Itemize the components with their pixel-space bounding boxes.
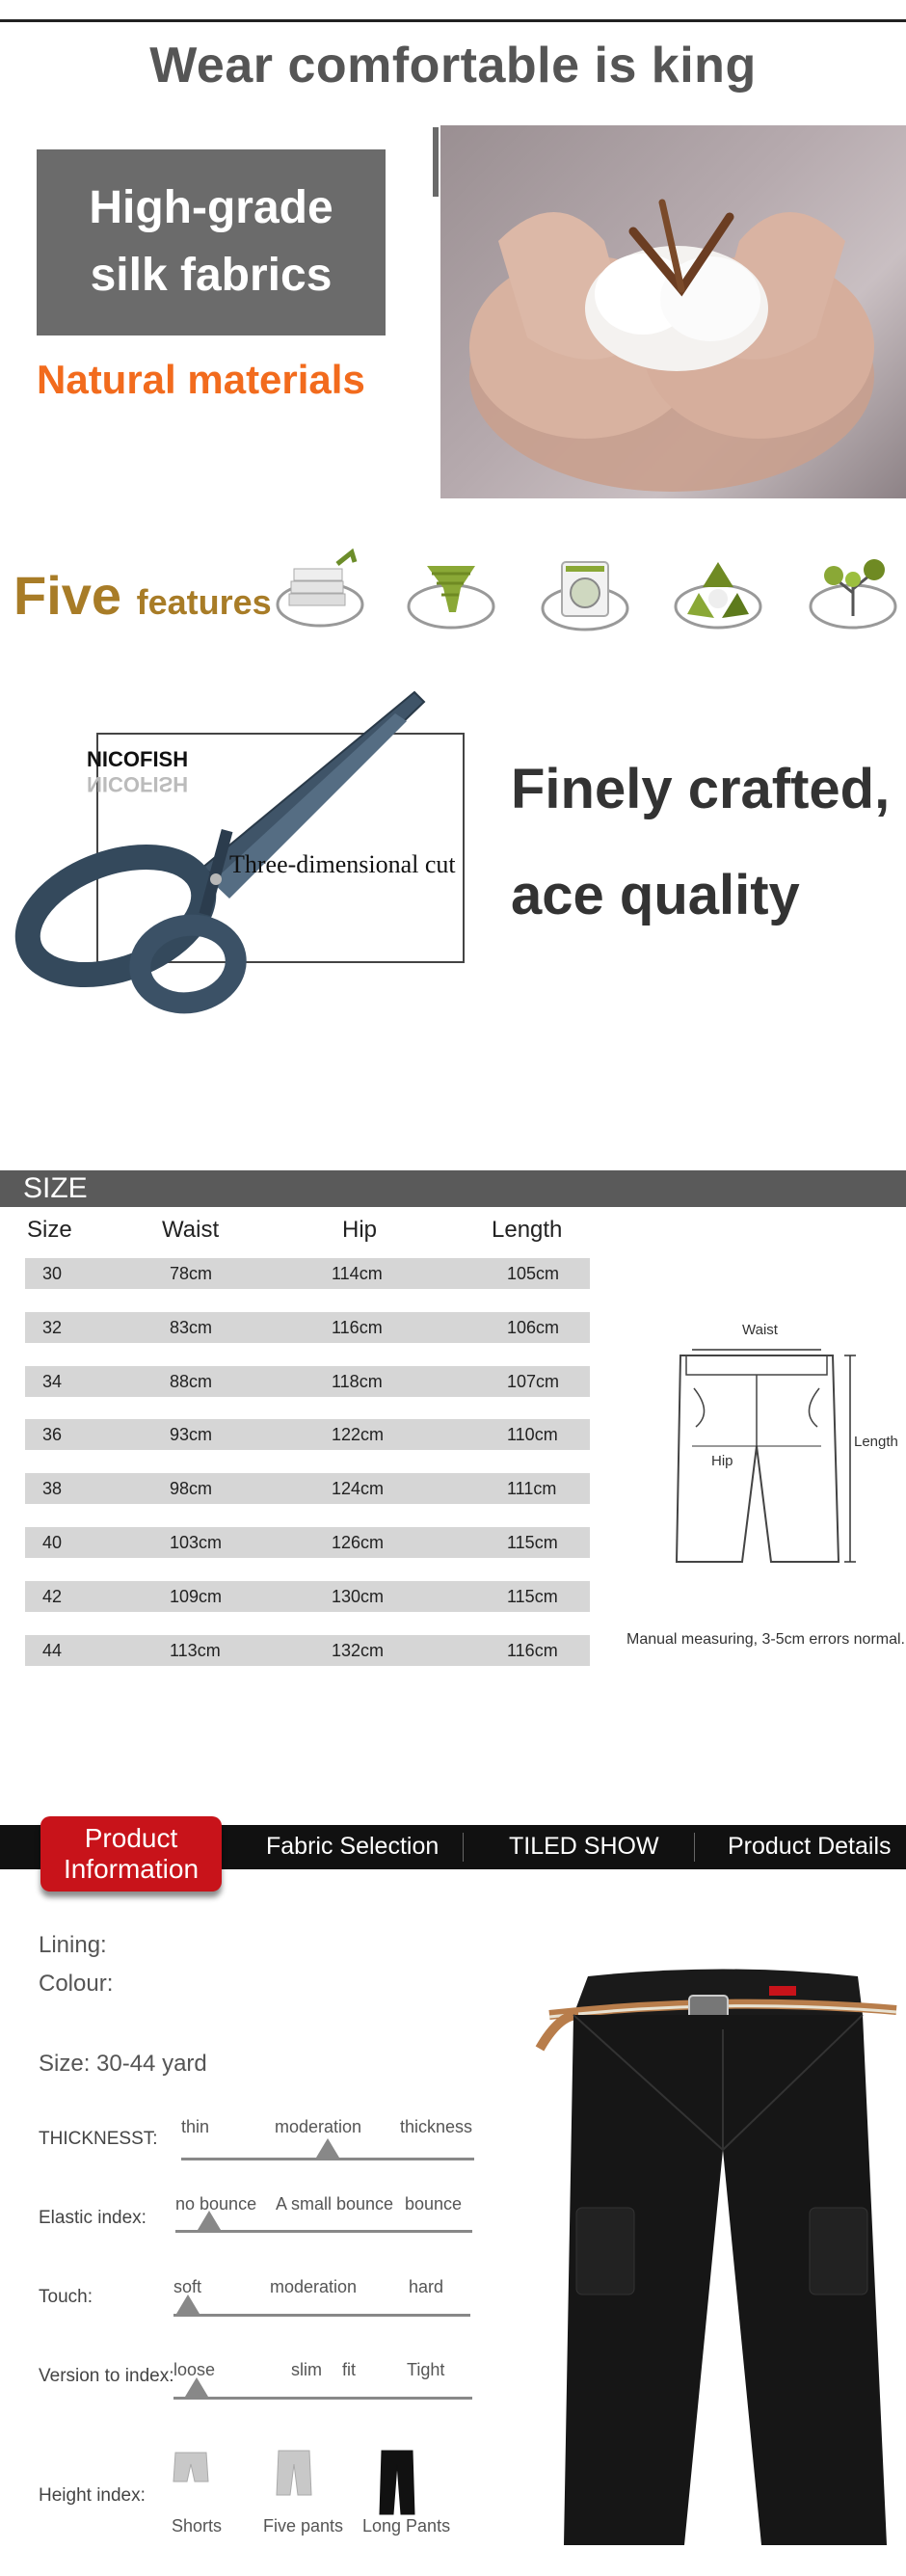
five-pants-icon [275, 2449, 313, 2499]
nav-product-details[interactable]: Product Details [728, 1833, 892, 1860]
thickness-marker [316, 2138, 339, 2158]
version-marker [185, 2377, 208, 2397]
hip-cell: 116cm [332, 1318, 383, 1337]
size-row [25, 1312, 590, 1343]
length-cell: 115cm [507, 1587, 558, 1606]
colour-label: Colour: [39, 1971, 114, 1997]
diagram-length-label: Length [854, 1434, 898, 1450]
touch-scale [173, 2314, 470, 2317]
size-cell: 38 [42, 1479, 63, 1498]
size-row [25, 1419, 590, 1450]
scale-word: bounce [405, 2194, 463, 2214]
elastic-label: Elastic index: [39, 2208, 147, 2228]
touch-label: Touch: [39, 2287, 93, 2307]
measuring-note: Manual measuring, 3-5cm errors normal. [626, 1631, 905, 1648]
scale-word: A small bounce [276, 2194, 394, 2214]
diagram-waist-label: Waist [742, 1322, 778, 1338]
washing-machine-icon [537, 545, 633, 641]
nav-tiled-show[interactable]: TILED SHOW [509, 1833, 659, 1860]
hip-cell: 122cm [332, 1425, 385, 1444]
size-range-label: Size: 30-44 yard [39, 2051, 207, 2077]
size-row [25, 1635, 590, 1666]
size-cell: 40 [42, 1533, 63, 1552]
waist-header: Waist [162, 1217, 220, 1243]
scale-word: moderation [275, 2117, 362, 2136]
size-cell: 44 [42, 1641, 63, 1660]
product-information-badge [40, 1816, 222, 1892]
size-cell: 32 [42, 1318, 63, 1337]
waist-cell: 88cm [170, 1372, 213, 1391]
waist-cell: 93cm [170, 1425, 213, 1444]
thickness-scale [181, 2158, 474, 2160]
scale-word: thickness [400, 2117, 473, 2136]
photo-marker [433, 127, 439, 197]
height-long-pants: Long Pants [362, 2516, 451, 2536]
features-word: features [136, 582, 272, 622]
scale-word: thin [181, 2117, 210, 2136]
elastic-marker [198, 2211, 221, 2230]
fabric-badge [37, 149, 386, 335]
length-cell: 107cm [507, 1372, 560, 1391]
height-five-pants: Five pants [263, 2516, 344, 2536]
scale-word: loose [173, 2360, 216, 2379]
size-row [25, 1473, 590, 1504]
tornado-icon [403, 545, 499, 641]
brand-name: NICOFISH [87, 747, 189, 771]
hip-cell: 124cm [332, 1479, 385, 1498]
scale-word: slim [291, 2360, 322, 2379]
diagram-hip-label: Hip [711, 1453, 733, 1469]
hero-title: Wear comfortable is king [149, 38, 757, 94]
hip-cell: 130cm [332, 1587, 385, 1606]
hip-cell: 118cm [332, 1372, 383, 1391]
five-features-title [13, 564, 272, 627]
five-word: Five [13, 565, 122, 626]
length-cell: 110cm [507, 1425, 558, 1444]
plant-icon [805, 545, 901, 641]
length-header: Length [492, 1217, 563, 1243]
badge-line1: Product [84, 1823, 178, 1853]
touch-marker [176, 2294, 200, 2314]
hip-cell: 114cm [332, 1264, 383, 1283]
shorts-icon [172, 2449, 210, 2487]
denim-scissors-icon [10, 675, 434, 1022]
shorts-measurement-diagram [636, 1321, 906, 1571]
version-scale [173, 2397, 472, 2400]
waist-cell: 113cm [170, 1641, 221, 1660]
length-cell: 111cm [507, 1479, 557, 1498]
fabric-badge-line2: silk fabrics [90, 250, 333, 301]
scale-word: Tight [407, 2360, 445, 2379]
waist-cell: 83cm [170, 1318, 213, 1337]
size-row [25, 1581, 590, 1612]
black-cargo-pants-photo [530, 1957, 906, 2555]
waist-cell: 103cm [170, 1533, 223, 1552]
size-header: Size [27, 1217, 72, 1243]
stacked-fabric-icon [270, 545, 366, 641]
recycle-icon [670, 545, 766, 641]
version-label: Version to index: [39, 2366, 174, 2386]
length-cell: 116cm [507, 1641, 558, 1660]
size-cell: 42 [42, 1587, 63, 1606]
scale-word: soft [173, 2277, 202, 2296]
hip-cell: 126cm [332, 1533, 385, 1552]
height-index-label: Height index: [39, 2485, 146, 2506]
size-row [25, 1258, 590, 1289]
length-cell: 106cm [507, 1318, 560, 1337]
elastic-scale [175, 2230, 472, 2233]
natural-materials-text: Natural materials [37, 357, 365, 402]
nav-fabric-selection[interactable]: Fabric Selection [266, 1833, 440, 1860]
finely-crafted-headline: Finely crafted, [511, 758, 891, 820]
top-divider [0, 19, 906, 22]
hands-cotton-photo [440, 125, 906, 498]
hands-cotton-illustration [440, 125, 906, 498]
size-cell: 30 [42, 1264, 63, 1283]
fabric-badge-line1: High-grade [89, 182, 333, 233]
hip-header: Hip [342, 1217, 378, 1243]
size-cell: 36 [42, 1425, 63, 1444]
waist-cell: 98cm [170, 1479, 213, 1498]
hip-cell: 132cm [332, 1641, 385, 1660]
height-shorts: Shorts [172, 2516, 223, 2536]
size-row [25, 1366, 590, 1397]
length-cell: 115cm [507, 1533, 558, 1552]
thickness-label: THICKNESST: [39, 2129, 158, 2149]
size-cell: 34 [42, 1372, 63, 1391]
nav-separator [694, 1833, 695, 1862]
scale-word: no bounce [175, 2194, 257, 2214]
waist-cell: 109cm [170, 1587, 223, 1606]
long-pants-icon [378, 2449, 416, 2516]
lining-label: Lining: [39, 1932, 107, 1958]
waist-cell: 78cm [170, 1264, 213, 1283]
three-dimensional-cut-label: Three-dimensional cut [229, 850, 456, 878]
size-row [25, 1527, 590, 1558]
scale-word: fit [342, 2360, 357, 2379]
nav-separator [463, 1833, 464, 1862]
scale-word: moderation [270, 2277, 358, 2296]
length-cell: 105cm [507, 1264, 560, 1283]
ace-quality-headline: ace quality [511, 864, 800, 926]
size-section-bar: SIZE [0, 1170, 906, 1207]
scale-word: hard [409, 2277, 444, 2296]
brand-name-reflection: NICOFISH [87, 772, 189, 796]
badge-line2: Information [63, 1854, 200, 1884]
